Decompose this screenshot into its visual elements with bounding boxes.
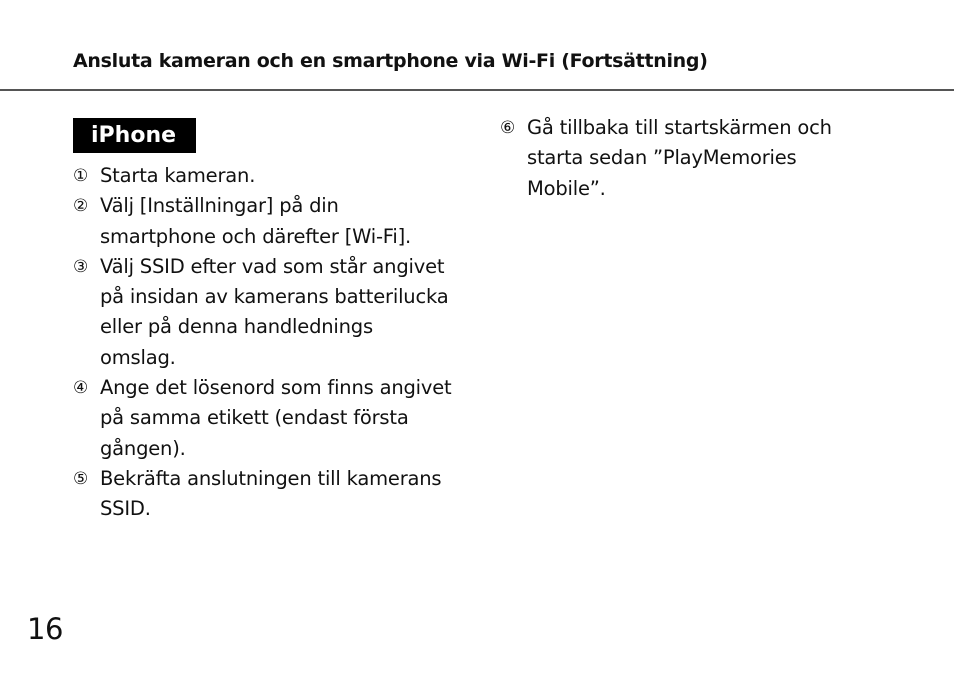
page-number: 16 xyxy=(27,612,63,646)
step-text-5: Bekräfta anslutningen till kamerans SSID. xyxy=(100,466,442,521)
step-item-2 xyxy=(73,191,453,252)
step-item-6 xyxy=(500,113,870,204)
step-item-3 xyxy=(73,252,453,373)
step-text-6: Gå tillbaka till startskärmen och starta sedan ”PlayMemories Mobile”. xyxy=(527,116,832,200)
step-number-1: ① xyxy=(73,166,89,186)
step-number-2: ② xyxy=(73,196,89,217)
step-item-4 xyxy=(73,373,453,464)
step-item-1 xyxy=(73,161,453,191)
section-badge-iphone: iPhone xyxy=(73,118,196,153)
page-header-title: Ansluta kameran och en smartphone via Wi-Fi (Fortsättning) xyxy=(73,50,708,72)
step-number-6: ⑥ xyxy=(500,118,516,138)
steps-list-right xyxy=(500,113,870,204)
step-text-2: Välj [Inställningar] på din smartphone och därefter [Wi-Fi]. xyxy=(100,194,412,248)
header-divider xyxy=(0,89,954,91)
step-text-1: Starta kameran. xyxy=(100,164,256,187)
step-number-5: ⑤ xyxy=(73,468,89,489)
step-text-3: Välj SSID efter vad som står angivet på insidan av kamerans batterilucka eller på denna handlednings omslag. xyxy=(100,254,449,369)
step-number-3: ③ xyxy=(73,256,89,277)
step-number-4: ④ xyxy=(73,378,89,399)
step-text-4: Ange det lösenord som finns angivet på samma etikett (endast första gången). xyxy=(100,376,452,460)
step-item-5 xyxy=(73,464,453,525)
steps-list-left xyxy=(73,161,453,525)
